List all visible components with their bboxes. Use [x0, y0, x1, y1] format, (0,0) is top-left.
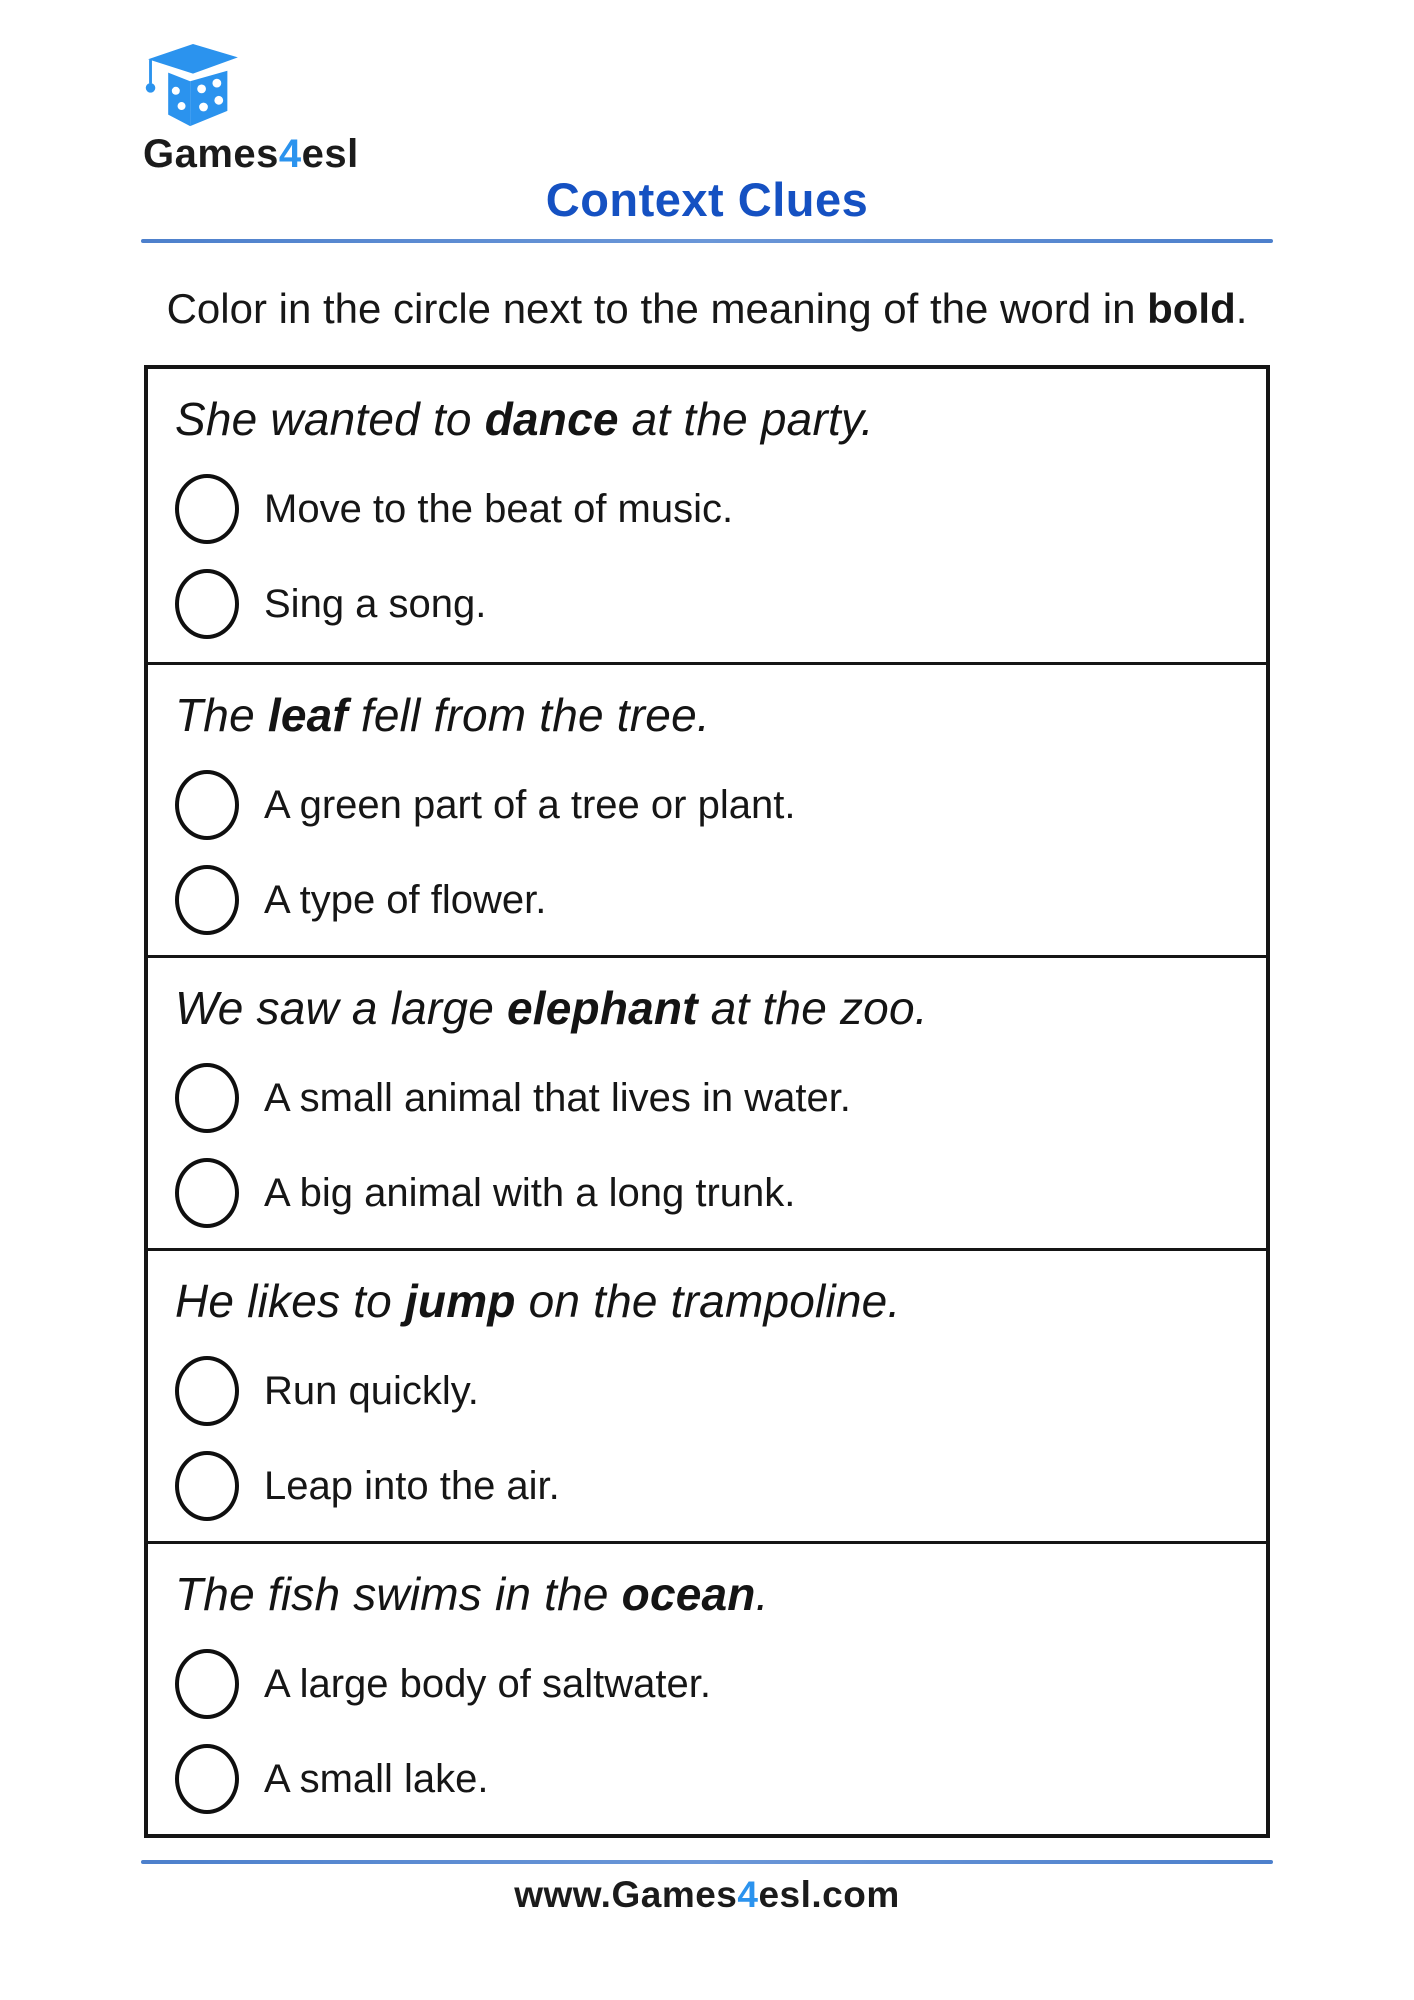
answer-circle[interactable] — [175, 770, 239, 840]
answer-option — [175, 1062, 1239, 1133]
sentence-post: on the trampoline. — [515, 1275, 901, 1328]
questions-table — [144, 365, 1270, 1838]
question-sentence — [175, 393, 1239, 446]
sentence-bold-word: ocean — [621, 1568, 756, 1621]
sentence-bold-word: elephant — [506, 982, 698, 1035]
footer-url-pre: www.Games — [514, 1874, 738, 1916]
sentence-post: at the party. — [618, 393, 874, 446]
dice-graduation-cap-icon — [143, 44, 243, 128]
footer-url-post: esl.com — [758, 1874, 900, 1916]
answer-option — [175, 568, 1239, 639]
answer-option-label: Sing a song. — [264, 581, 487, 626]
answer-option-label: A type of flower. — [264, 877, 547, 922]
header-divider — [141, 239, 1273, 243]
question-row-3 — [148, 955, 1266, 1248]
page-title: Context Clues — [545, 173, 869, 226]
sentence-bold-word: jump — [404, 1275, 516, 1328]
brand-name — [143, 134, 1414, 174]
sentence-pre: We saw a large — [175, 982, 507, 1035]
question-sentence — [175, 689, 1239, 742]
brand-prefix: Games — [143, 132, 279, 176]
answer-option — [175, 1355, 1239, 1426]
answer-option-label: Leap into the air. — [264, 1463, 560, 1508]
answer-circle[interactable] — [175, 1649, 239, 1719]
sentence-post: . — [755, 1568, 769, 1621]
answer-options — [175, 769, 1239, 935]
logo — [143, 44, 1414, 174]
answer-circle[interactable] — [175, 1356, 239, 1426]
answer-options — [175, 1062, 1239, 1228]
answer-option-label: A green part of a tree or plant. — [264, 782, 796, 827]
answer-option — [175, 864, 1239, 935]
answer-option-label: A small lake. — [264, 1756, 489, 1801]
sentence-pre: The fish swims in the — [175, 1568, 622, 1621]
answer-option-label: Move to the beat of music. — [264, 486, 734, 531]
answer-circle[interactable] — [175, 1063, 239, 1133]
answer-circle[interactable] — [175, 474, 239, 544]
question-sentence — [175, 1568, 1239, 1621]
answer-option — [175, 1743, 1239, 1814]
question-row-4 — [148, 1248, 1266, 1541]
sentence-pre: She wanted to — [175, 393, 485, 446]
sentence-pre: He likes to — [175, 1275, 405, 1328]
question-sentence — [175, 1275, 1239, 1328]
answer-option-label: A small animal that lives in water. — [264, 1075, 851, 1120]
answer-option-label: A big animal with a long trunk. — [264, 1170, 796, 1215]
question-sentence — [175, 982, 1239, 1035]
answer-option-label: A large body of saltwater. — [264, 1661, 711, 1706]
answer-circle[interactable] — [175, 1451, 239, 1521]
instructions-text — [120, 285, 1294, 333]
sentence-post: fell from the tree. — [347, 689, 710, 742]
answer-option — [175, 1450, 1239, 1521]
instructions-pre: Color in the circle next to the meaning of the word in — [166, 285, 1148, 332]
answer-circle[interactable] — [175, 1744, 239, 1814]
answer-options — [175, 1355, 1239, 1521]
sentence-bold-word: leaf — [267, 689, 348, 742]
brand-suffix: esl — [301, 132, 359, 176]
question-row-2 — [148, 662, 1266, 955]
answer-option — [175, 769, 1239, 840]
answer-option — [175, 1157, 1239, 1228]
footer-url-digit: 4 — [737, 1874, 759, 1916]
answer-circle[interactable] — [175, 1158, 239, 1228]
sentence-post: at the zoo. — [697, 982, 928, 1035]
question-row-5 — [148, 1541, 1266, 1834]
answer-option — [175, 473, 1239, 544]
answer-circle[interactable] — [175, 569, 239, 639]
sentence-bold-word: dance — [484, 393, 619, 446]
answer-options — [175, 473, 1239, 639]
answer-circle[interactable] — [175, 865, 239, 935]
sentence-pre: The — [175, 689, 268, 742]
brand-digit: 4 — [278, 132, 302, 176]
instructions-post: . — [1235, 285, 1248, 332]
answer-option — [175, 1648, 1239, 1719]
footer-divider — [141, 1860, 1273, 1864]
instructions-bold-word: bold — [1147, 285, 1236, 332]
answer-option-label: Run quickly. — [264, 1368, 479, 1413]
question-row-1 — [148, 369, 1266, 662]
footer-url — [0, 1874, 1414, 1916]
answer-options — [175, 1648, 1239, 1814]
